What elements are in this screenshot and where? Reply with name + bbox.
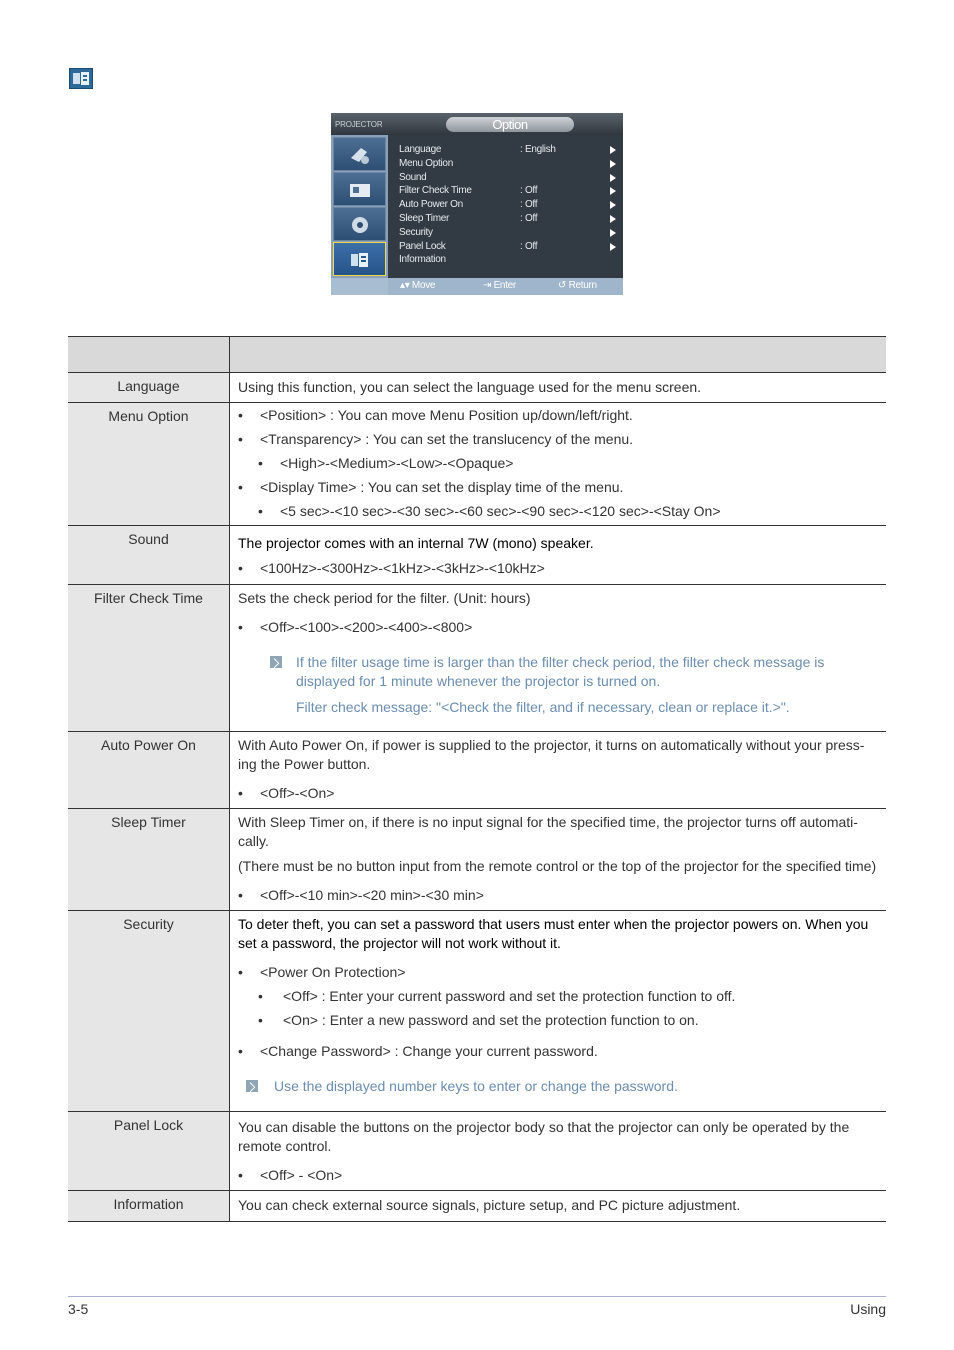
table-row-menu-option bbox=[68, 403, 886, 526]
return-hint: ↺ Return bbox=[558, 280, 597, 291]
list-item: • <On> : Enter a new password and set the protection function to on. bbox=[238, 1011, 878, 1030]
osd-menu-item[interactable] bbox=[399, 240, 619, 254]
osd-option-menu bbox=[331, 113, 623, 295]
osd-title: Option bbox=[446, 117, 574, 132]
arrow-right-icon bbox=[610, 174, 616, 182]
table-row-sound bbox=[68, 526, 886, 585]
row-label: Sound bbox=[68, 526, 230, 585]
row-label: Sleep Timer bbox=[68, 809, 230, 911]
osd-menu-item[interactable] bbox=[399, 212, 619, 226]
row-label: Auto Power On bbox=[68, 732, 230, 809]
list-item: • <Off>-<On> bbox=[238, 784, 878, 803]
arrow-right-icon bbox=[610, 146, 616, 154]
osd-item-label: Sound bbox=[399, 171, 427, 183]
footer-divider bbox=[68, 1296, 886, 1297]
list-item: • <Change Password> : Change your current password. bbox=[238, 1042, 878, 1061]
table-row-auto-power-on bbox=[68, 732, 886, 809]
list-item: • <5 sec>-<10 sec>-<30 sec>-<60 sec>-<90 sec>-<120 sec>-<Stay On> bbox=[238, 502, 878, 521]
note-icon bbox=[246, 1080, 258, 1092]
osd-brand: PROJECTOR bbox=[335, 120, 383, 129]
arrow-right-icon bbox=[610, 187, 616, 195]
osd-item-value: : Off bbox=[520, 185, 538, 197]
list-item: • <Off>-<100>-<200>-<400>-<800> bbox=[238, 618, 878, 637]
osd-item-label: Filter Check Time bbox=[399, 185, 472, 197]
gear-icon[interactable] bbox=[333, 207, 386, 241]
osd-menu-item[interactable] bbox=[399, 184, 619, 198]
row-description: The projector comes with an internal 7W (mono) speaker. • <100Hz>-<300Hz>-<1kHz>-<3kHz>-<10kHz> bbox=[230, 526, 887, 585]
osd-header-bar bbox=[331, 113, 623, 135]
row-label: Information bbox=[68, 1191, 230, 1222]
row-label: Menu Option bbox=[68, 403, 230, 526]
arrow-right-icon bbox=[610, 243, 616, 251]
table-header-row bbox=[68, 337, 886, 373]
table-header-cell bbox=[68, 337, 230, 373]
arrow-right-icon bbox=[610, 229, 616, 237]
osd-menu-item[interactable] bbox=[399, 226, 619, 240]
table-row-information bbox=[68, 1191, 886, 1222]
row-description: You can disable the buttons on the projector body so that the projector can only be operated by the remote control. • <Off> - <On> bbox=[230, 1112, 887, 1191]
osd-hint-bar bbox=[331, 278, 623, 295]
row-description: You can check external source signals, picture setup, and PC picture adjustment. bbox=[230, 1191, 887, 1222]
list-item: • <Off>-<10 min>-<20 min>-<30 min> bbox=[238, 886, 878, 905]
note-block: Use the displayed number keys to enter or change the password. bbox=[238, 1077, 878, 1096]
osd-menu-item[interactable] bbox=[399, 157, 619, 171]
osd-item-label: Security bbox=[399, 226, 433, 238]
osd-item-value: : English bbox=[520, 144, 556, 155]
osd-item-value: : Off bbox=[520, 240, 538, 252]
list-item: • <Transparency> : You can set the translucency of the menu. bbox=[238, 430, 878, 449]
osd-menu-item[interactable] bbox=[399, 171, 619, 185]
osd-menu-item[interactable] bbox=[399, 198, 619, 212]
row-description bbox=[230, 403, 887, 526]
list-item: • <Power On Protection> bbox=[238, 963, 878, 982]
table-header-cell bbox=[230, 337, 887, 373]
option-icon-selected[interactable] bbox=[333, 242, 386, 276]
table-row-filter-check-time bbox=[68, 585, 886, 732]
table-row-sleep-timer bbox=[68, 809, 886, 911]
row-label: Filter Check Time bbox=[68, 585, 230, 732]
osd-menu-list bbox=[399, 143, 619, 267]
arrow-right-icon bbox=[610, 201, 616, 209]
osd-item-label: Auto Power On bbox=[399, 199, 463, 211]
option-menu-icon bbox=[69, 68, 93, 89]
osd-item-value: : Off bbox=[520, 212, 538, 224]
list-item: • <100Hz>-<300Hz>-<1kHz>-<3kHz>-<10kHz> bbox=[238, 559, 878, 578]
osd-item-label: Panel Lock bbox=[399, 240, 446, 252]
row-label: Language bbox=[68, 373, 230, 403]
note-block: If the filter usage time is larger than the filter check period, the filter check message is displayed for 1 minute whenever the projector is turned on. Filter check message: "<Check the filter, and if necessary, clean or replace it.>". bbox=[238, 653, 878, 717]
move-hint: ▴▾ Move bbox=[400, 280, 436, 291]
list-item: • <Position> : You can move Menu Position up/down/left/right. bbox=[238, 406, 878, 425]
row-description: With Sleep Timer on, if there is no input signal for the specified time, the projector turns off automati-cally. (There must be no button input from the remote control or the top of the projector for the specified time) • <Off>-<10 min>-<20 min>-<30 min> bbox=[230, 809, 887, 911]
row-description: With Auto Power On, if power is supplied to the projector, it turns on automatically without your press-ing the Power button. • <Off>-<On> bbox=[230, 732, 887, 809]
table-row-panel-lock bbox=[68, 1112, 886, 1191]
arrow-right-icon bbox=[610, 215, 616, 223]
enter-hint: ⇥ Enter bbox=[483, 280, 516, 291]
page-number: 3-5 bbox=[68, 1301, 89, 1317]
osd-item-label: Sleep Timer bbox=[399, 212, 450, 224]
picture-icon[interactable] bbox=[333, 137, 386, 171]
osd-menu-item[interactable] bbox=[399, 253, 619, 267]
setup-icon[interactable] bbox=[333, 172, 386, 206]
list-item: • <High>-<Medium>-<Low>-<Opaque> bbox=[238, 454, 878, 473]
list-item: • <Off> - <On> bbox=[238, 1166, 878, 1185]
row-label: Security bbox=[68, 911, 230, 1112]
row-description: Using this function, you can select the language used for the menu screen. bbox=[230, 373, 887, 403]
row-label: Panel Lock bbox=[68, 1112, 230, 1191]
osd-item-label: Menu Option bbox=[399, 157, 453, 169]
osd-menu-item[interactable] bbox=[399, 143, 619, 157]
table-row-language bbox=[68, 373, 886, 403]
note-icon bbox=[270, 656, 282, 668]
option-menu-table bbox=[68, 336, 886, 1222]
table-row-security bbox=[68, 911, 886, 1112]
arrow-right-icon bbox=[610, 160, 616, 168]
osd-item-label: Information bbox=[399, 254, 446, 266]
row-description: To deter theft, you can set a password that users must enter when the projector powers on. When you set a password, the projector will not work without it. • <Power On Protection> • <Off> : Enter your current password and set the protection function to off. • <On> : Enter a new password and set the protection function to on. • <Change Password> : Change your current password. Use the displayed number keys to enter or change the password. bbox=[230, 911, 887, 1112]
osd-item-label: Language bbox=[399, 144, 442, 155]
section-name: Using bbox=[850, 1301, 886, 1317]
list-item: • <Off> : Enter your current password and set the protection function to off. bbox=[238, 987, 878, 1006]
osd-item-value: : Off bbox=[520, 199, 538, 211]
osd-category-sidebar bbox=[331, 135, 388, 278]
list-item: • <Display Time> : You can set the display time of the menu. bbox=[238, 478, 878, 497]
row-description: Sets the check period for the filter. (Unit: hours) • <Off>-<100>-<200>-<400>-<800> If the filter usage time is larger than the filter check period, the filter check message is displayed for 1 minute whenever the projector is turned on. Filter check message: "<Check the filter, and if necessary, clean or replace it.>". bbox=[230, 585, 887, 732]
